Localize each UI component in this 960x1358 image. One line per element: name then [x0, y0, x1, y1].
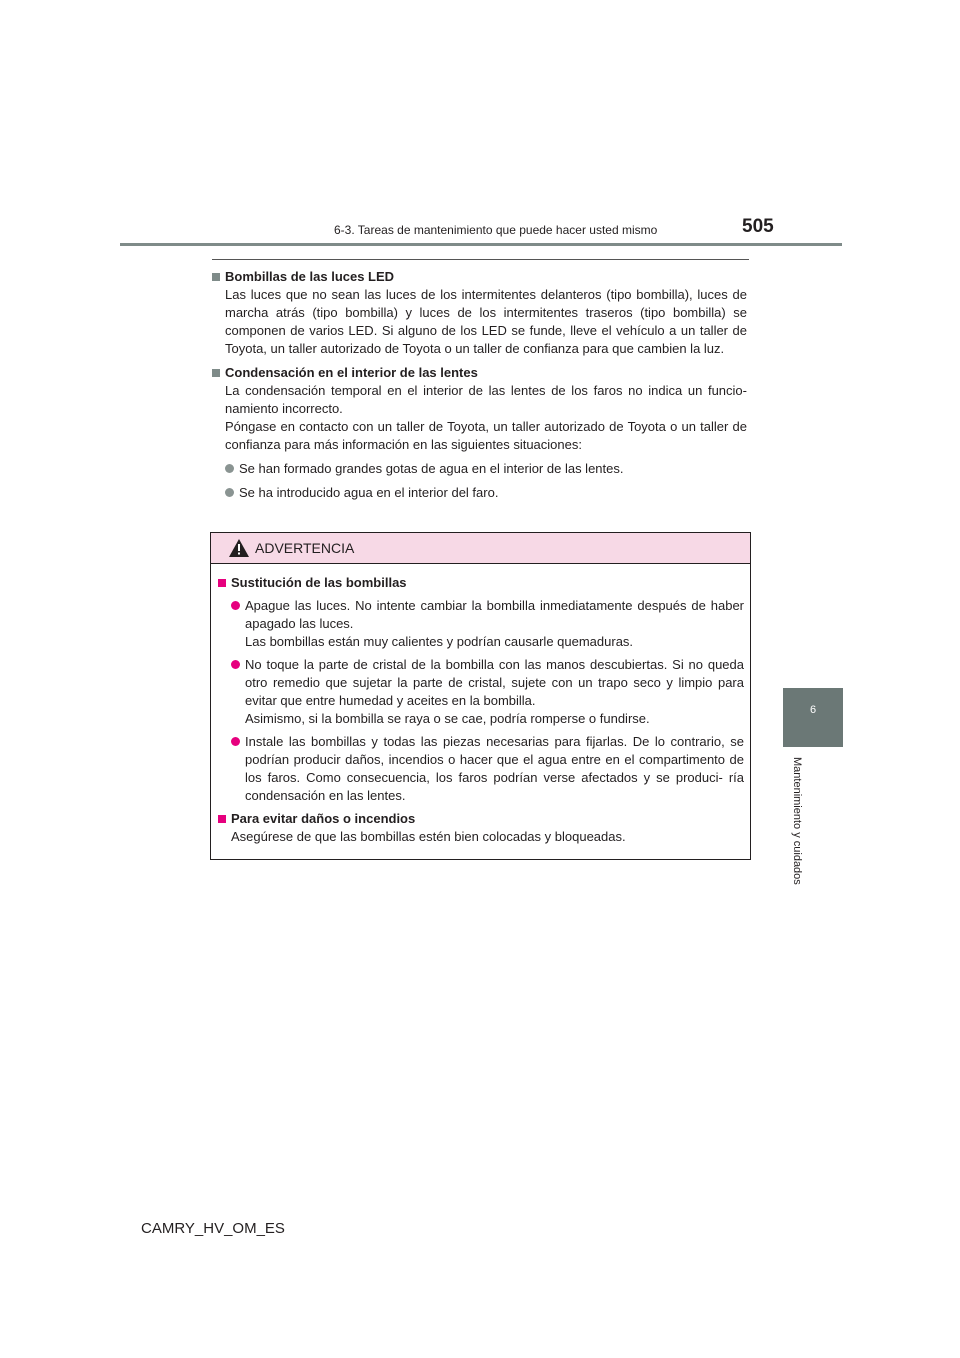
footer-code: CAMRY_HV_OM_ES — [141, 1220, 285, 1237]
section-led-bulbs — [212, 268, 747, 358]
section-title-text: Condensación en el interior de las lentes — [225, 365, 478, 380]
chapter-tab-number: 6 — [809, 704, 817, 716]
section-condensation — [212, 364, 747, 502]
warning-bullet-item — [218, 656, 744, 728]
paragraph: Asegúrese de que las bombillas estén bien colocadas y bloqueadas. — [231, 829, 626, 844]
warning-box — [210, 532, 751, 860]
main-content — [212, 268, 747, 508]
warning-section-title-text: Para evitar daños o incendios — [231, 811, 416, 826]
section-title-text: Bombillas de las luces LED — [225, 269, 395, 284]
section-title — [212, 364, 747, 382]
warning-bullet-item — [218, 597, 744, 651]
warning-section-title — [218, 574, 744, 592]
round-bullet-icon — [231, 737, 240, 746]
warning-bullet-line: Las bombillas están muy calientes y podrían causarle quemaduras. — [245, 634, 634, 649]
warning-title: ADVERTENCIA — [255, 540, 355, 556]
chapter-label: Mantenimiento y cuidados — [791, 757, 803, 885]
content-rule — [212, 259, 749, 260]
paragraph: La condensación temporal en el interior de las lentes de los faros no indica un funcio- namiento incorrecto. — [225, 383, 747, 416]
square-bullet-icon — [218, 815, 226, 823]
warning-section-title-text: Sustitución de las bombillas — [231, 575, 407, 590]
paragraph: Póngase en contacto con un taller de Toyota, un taller autorizado de Toyota o un taller de confianza para más información en las siguientes situaciones: — [225, 419, 747, 452]
bullet-text: Se han formado grandes gotas de agua en el interior de las lentes. — [239, 461, 624, 476]
bullet-item — [212, 460, 747, 478]
square-bullet-icon — [212, 369, 220, 377]
warning-bullet-text — [245, 656, 744, 728]
bullet-text: Se ha introducido agua en el interior del faro. — [239, 485, 499, 500]
round-bullet-icon — [231, 601, 240, 610]
page-number: 505 — [742, 216, 774, 237]
warning-bullet-item — [218, 733, 744, 805]
round-bullet-icon — [231, 660, 240, 669]
warning-bullet-line: Apague las luces. No intente cambiar la bombilla inmediatamente después de haber apagado las luces. — [245, 598, 744, 631]
chapter-tab — [783, 688, 843, 747]
warning-bullet-text — [245, 597, 744, 651]
warning-bullet-line: Instale las bombillas y todas las piezas necesarias para fijarlas. De lo contrario, se podrían producir daños, incendios o hacer que el agua entre en el compartimento de los faros. Como consecuencia, los faros podrían verse afectados y se produci- ría condensación en las lentes. — [245, 734, 744, 803]
round-bullet-icon — [225, 488, 234, 497]
warning-section-prevent-damage — [218, 810, 744, 846]
warning-header — [211, 533, 750, 564]
section-title — [212, 268, 747, 286]
warning-triangle-icon — [229, 539, 249, 557]
header-rule — [120, 243, 842, 246]
square-bullet-icon — [218, 579, 226, 587]
warning-bullet-line: No toque la parte de cristal de la bombilla con las manos descubiertas. Si no queda otro remedio que sujetar la parte de cristal, sujete con un trapo seco y limpio para evitar que entre humedad y aceites en la bombilla. — [245, 657, 744, 708]
warning-bullet-line: Asimismo, si la bombilla se raya o se cae, podría romperse o fundirse. — [245, 711, 650, 726]
warning-section-bulb-replacement — [218, 574, 744, 805]
warning-section-title — [218, 810, 744, 828]
round-bullet-icon — [225, 464, 234, 473]
warning-bullet-text — [245, 733, 744, 805]
square-bullet-icon — [212, 273, 220, 281]
paragraph: Las luces que no sean las luces de los intermitentes delanteros (tipo bombilla), luces de marcha atrás (tipo bombilla) y luces de los intermitentes traseros (tipo bombilla) se componen de varios LED. Si alguno de los LED se funde, lleve el vehículo a un taller de Toyota, un taller autorizado de Toyota o un taller de confianza para que cambien la luz. — [225, 287, 747, 356]
header-title: 6-3. Tareas de mantenimiento que puede hacer usted mismo — [334, 223, 658, 237]
bullet-item — [212, 484, 747, 502]
warning-body — [211, 564, 750, 846]
